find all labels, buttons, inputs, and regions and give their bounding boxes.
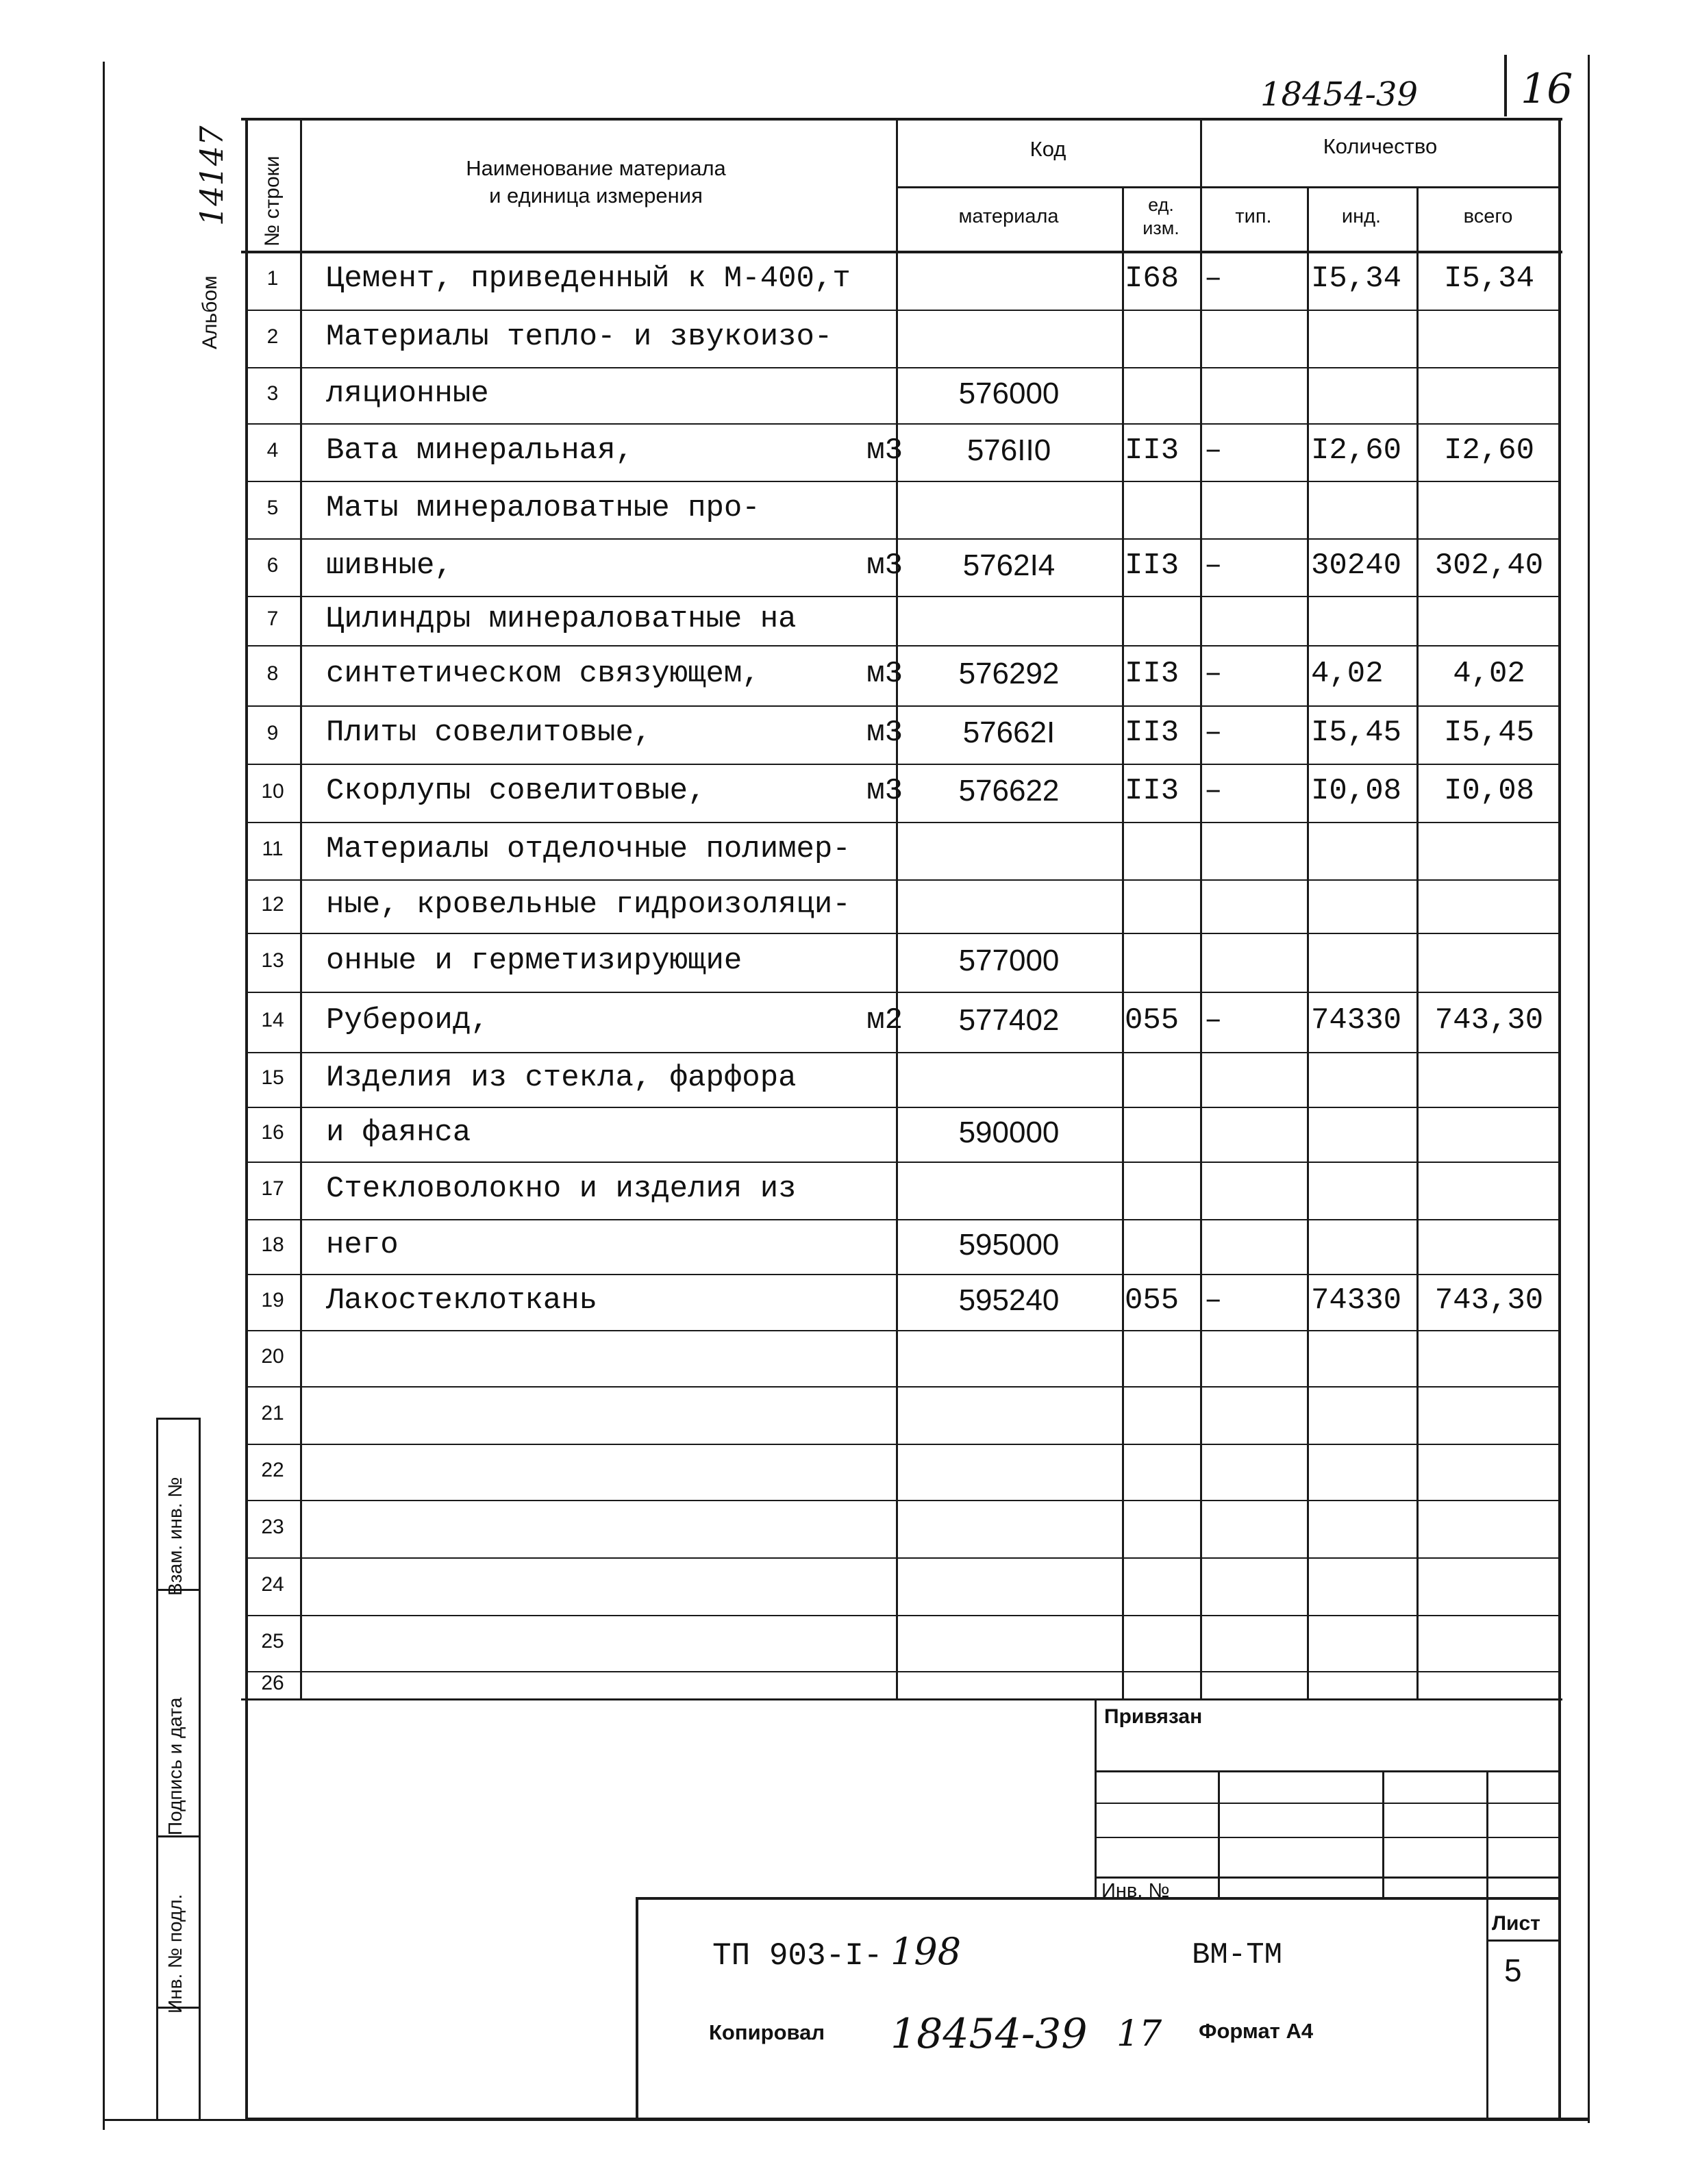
row-number: 9	[266, 721, 279, 744]
row-number: 2	[266, 325, 279, 349]
material-name: Рубероид,	[326, 1003, 489, 1038]
material-unit: м3	[866, 716, 903, 750]
header-code-material: материала	[958, 205, 1059, 227]
qty-typ: –	[1204, 1003, 1223, 1038]
material-name: Стекловолокно и изделия из	[326, 1171, 797, 1206]
row-number: 22	[261, 1459, 284, 1482]
unit-code: 055	[1125, 1003, 1179, 1038]
table-row	[245, 933, 1558, 992]
qty-total: 302,40	[1434, 548, 1544, 583]
row-number: 21	[261, 1402, 284, 1425]
footer-num: 17	[1116, 2013, 1162, 2055]
material-code: 577402	[958, 1003, 1060, 1037]
table-row	[245, 1671, 1558, 1698]
row-number: 20	[261, 1345, 284, 1368]
table-row	[245, 1615, 1558, 1671]
material-name: Плиты совелитовые,	[326, 716, 652, 750]
table-row	[245, 1219, 1558, 1274]
table-row	[245, 645, 1558, 705]
header-name-line1: Наименование материала	[466, 156, 726, 180]
material-name: синтетическом связующем,	[326, 656, 760, 691]
table-row	[245, 764, 1558, 822]
table-row	[245, 1386, 1558, 1444]
row-number: 14	[261, 1009, 284, 1032]
material-unit: м3	[866, 548, 903, 583]
qty-total: 4,02	[1453, 656, 1525, 691]
album-number: 14147	[193, 125, 230, 226]
unit-code: II3	[1125, 774, 1179, 808]
qty-typ: –	[1204, 1283, 1223, 1318]
table-row	[245, 1500, 1558, 1557]
row-number: 24	[261, 1573, 284, 1596]
material-name: ляционные	[326, 376, 489, 411]
qty-total: I5,45	[1443, 716, 1535, 750]
qty-typ: –	[1204, 656, 1223, 691]
qty-ind: 74330	[1311, 1283, 1402, 1318]
table-row	[245, 367, 1558, 423]
material-name: шивные,	[326, 548, 453, 583]
header-qty: Количество	[1323, 134, 1438, 158]
qty-total: 743,30	[1434, 1283, 1544, 1318]
material-unit: м2	[866, 1003, 903, 1038]
material-code: 576292	[958, 656, 1060, 690]
album-label: Альбом	[199, 275, 221, 349]
table-row	[245, 1052, 1558, 1107]
qty-total: I5,34	[1443, 261, 1535, 296]
table-row	[245, 596, 1558, 645]
table-row	[245, 879, 1558, 933]
row-number: 8	[266, 662, 279, 686]
row-number: 5	[266, 497, 279, 520]
qty-ind: 30240	[1311, 548, 1402, 583]
page-number-top: 16	[1521, 65, 1573, 113]
header-code: Код	[1029, 137, 1066, 161]
material-code: 5762I4	[962, 548, 1056, 582]
unit-code: I68	[1125, 261, 1179, 296]
material-unit: м3	[866, 433, 903, 468]
stamp-list-label: Лист	[1492, 1912, 1540, 1935]
row-number: 17	[261, 1177, 284, 1201]
table-row	[245, 705, 1558, 764]
unit-code: II3	[1125, 716, 1179, 750]
qty-total: I2,60	[1443, 433, 1535, 468]
header-unit-line1: ед.	[1148, 194, 1174, 215]
material-name: онные и герметизирующие	[326, 943, 742, 978]
material-name: Материалы тепло- и звукоизо-	[326, 319, 833, 354]
table-row	[245, 423, 1558, 481]
stamp-list-value: 5	[1504, 1953, 1522, 1988]
row-number: 7	[266, 607, 279, 631]
header-name-line2: и единица измерения	[489, 184, 703, 208]
material-code: 595240	[958, 1283, 1060, 1317]
row-number: 10	[261, 779, 284, 803]
qty-ind: I0,08	[1311, 774, 1402, 808]
stamp-tp-prefix: ТП 903-I-	[712, 1938, 883, 1974]
table-row	[245, 251, 1558, 310]
table-row	[245, 1162, 1558, 1219]
row-number: 3	[266, 382, 279, 405]
material-code: 577000	[958, 943, 1060, 977]
material-name: Маты минераловатные про-	[326, 490, 760, 525]
stamp-vzam-inv: Взам. инв. №	[164, 1477, 186, 1596]
material-code: 590000	[958, 1115, 1060, 1149]
qty-ind: 4,02	[1311, 656, 1384, 691]
header-qty-typ: тип.	[1235, 205, 1272, 227]
row-number: 13	[261, 949, 284, 972]
unit-code: II3	[1125, 656, 1179, 691]
qty-typ: –	[1204, 548, 1223, 583]
qty-typ: –	[1204, 774, 1223, 808]
header-unit-line2: изм.	[1143, 218, 1179, 238]
unit-code: 055	[1125, 1283, 1179, 1318]
material-name: Материалы отделочные полимер-	[326, 831, 851, 866]
stamp-tp-number: 198	[890, 1930, 962, 1973]
header-row-no: № строки	[261, 155, 284, 247]
qty-typ: –	[1204, 716, 1223, 750]
table-row	[245, 1557, 1558, 1615]
material-name: Цемент, приведенный к М-400,т	[326, 261, 851, 296]
header-qty-ind: инд.	[1341, 205, 1382, 227]
material-code: 595000	[958, 1227, 1060, 1262]
unit-code: II3	[1125, 548, 1179, 583]
row-number: 18	[261, 1233, 284, 1257]
footer-format: Формат А4	[1199, 2019, 1314, 2043]
stamp-inv-no: Инв. №	[1101, 1880, 1170, 1902]
doc-number-top: 18454-39	[1260, 75, 1418, 114]
qty-ind: I5,34	[1311, 261, 1402, 296]
unit-code: II3	[1125, 433, 1179, 468]
row-number: 15	[261, 1066, 284, 1090]
material-code: 576II0	[966, 433, 1051, 467]
qty-ind: 74330	[1311, 1003, 1402, 1038]
table-row	[245, 1444, 1558, 1500]
row-number: 26	[261, 1672, 284, 1695]
material-name: ные, кровельные гидроизоляци-	[326, 887, 851, 922]
material-name: и фаянса	[326, 1115, 471, 1150]
table-row	[245, 1274, 1558, 1330]
material-code: 576000	[958, 376, 1060, 410]
material-name: Изделия из стекла, фарфора	[326, 1060, 797, 1095]
material-code: 576622	[958, 774, 1060, 807]
qty-ind: I5,45	[1311, 716, 1402, 750]
stamp-privyazan: Привязан	[1104, 1705, 1203, 1728]
row-number: 12	[261, 893, 284, 916]
footer-kopiroval: Копировал	[709, 2020, 825, 2044]
material-name: Лакостеклоткань	[326, 1283, 598, 1318]
qty-total: 743,30	[1434, 1003, 1544, 1038]
footer-doc-number: 18454-39	[890, 2010, 1088, 2058]
row-number: 6	[266, 554, 279, 577]
qty-total: I0,08	[1443, 774, 1535, 808]
stamp-podpis-data: Подпись и дата	[164, 1697, 186, 1835]
material-unit: м3	[866, 774, 903, 808]
qty-ind: I2,60	[1311, 433, 1402, 468]
table-row	[245, 310, 1558, 367]
row-number: 25	[261, 1630, 284, 1653]
material-name: Скорлупы совелитовые,	[326, 774, 706, 808]
table-row	[245, 822, 1558, 879]
table-row	[245, 1107, 1558, 1162]
material-unit: м3	[866, 656, 903, 691]
material-name: Цилиндры минераловатные на	[326, 601, 797, 636]
qty-typ: –	[1204, 261, 1223, 296]
row-number: 16	[261, 1121, 284, 1144]
qty-typ: –	[1204, 433, 1223, 468]
material-name: него	[326, 1227, 399, 1262]
table-row	[245, 481, 1558, 538]
stamp-inv-podl: Инв. № подл.	[164, 1894, 186, 2013]
row-number: 19	[261, 1289, 284, 1312]
table-row	[245, 1330, 1558, 1386]
material-code: 57662I	[962, 716, 1056, 749]
header-qty-total: всего	[1463, 205, 1513, 227]
stamp-vm-tm: ВМ-ТМ	[1192, 1938, 1283, 1972]
row-number: 23	[261, 1516, 284, 1539]
row-number: 1	[266, 267, 279, 290]
material-name: Вата минеральная,	[326, 433, 634, 468]
row-number: 11	[262, 838, 284, 861]
table-row	[245, 538, 1558, 596]
row-number: 4	[266, 439, 279, 462]
table-row	[245, 992, 1558, 1052]
